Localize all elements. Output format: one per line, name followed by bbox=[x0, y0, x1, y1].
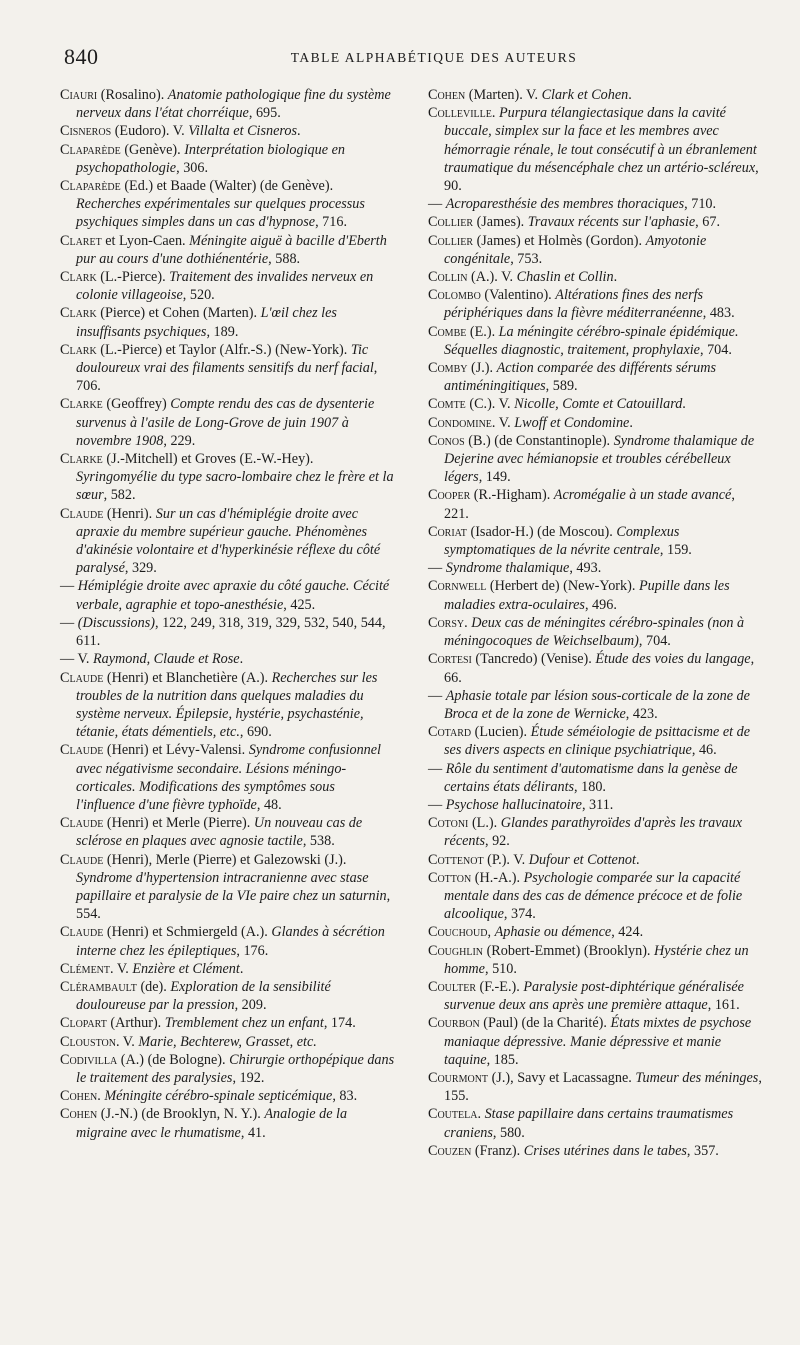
index-entry bbox=[428, 796, 763, 814]
index-entry bbox=[428, 760, 763, 796]
entry-author: Clément bbox=[60, 960, 111, 977]
entry-pages: , 329. bbox=[124, 560, 157, 577]
entry-details: (Rosalino). bbox=[97, 87, 168, 103]
entry-author: Cornwell bbox=[428, 578, 487, 595]
entry-title: Chirurgie orthopépique dans le traitement des paralysies bbox=[76, 1051, 395, 1086]
index-entry bbox=[428, 414, 763, 432]
entry-details: (Henri) et Lévy-Valensi. bbox=[103, 742, 249, 759]
entry-pages: , 716. bbox=[315, 214, 347, 231]
entry-title: Deux cas de méningites cérébro-spinales (non à méningocoques de Weichselbaum) bbox=[444, 614, 745, 650]
index-entry bbox=[60, 141, 395, 177]
running-title: TABLE ALPHABÉTIQUE DES AUTEURS bbox=[290, 50, 578, 65]
entry-title: Syndrome thalamique de Dejerine avec hémianopsie et troubles cérébelleux légers bbox=[444, 432, 755, 486]
entry-title: Analogie de la migraine avec le rhumatisme bbox=[76, 1106, 348, 1141]
entry-pages: , 192. bbox=[232, 1069, 265, 1086]
entry-title: Syndrome thalamique bbox=[445, 560, 570, 577]
entry-details: (J.), Savy et Lacassagne. bbox=[488, 1069, 636, 1086]
index-entry bbox=[428, 1014, 763, 1069]
entry-pages: , 48. bbox=[256, 796, 282, 813]
entry-details: — bbox=[428, 796, 446, 813]
entry-title: Tumeur des méninges bbox=[635, 1069, 759, 1086]
entry-title: Syringomyélie du type sacro-lombaire chez le frère et la sœur bbox=[76, 469, 394, 504]
entry-details: (Franz). bbox=[471, 1142, 524, 1159]
entry-title: Altérations fines des nerfs périphériques dans la fièvre méditerranéenne bbox=[444, 287, 704, 322]
index-entry bbox=[428, 432, 763, 487]
entry-details: (R.-Higham). bbox=[470, 487, 554, 504]
entry-author: Clopart bbox=[60, 1015, 107, 1032]
index-entry bbox=[60, 122, 395, 140]
index-entry bbox=[60, 814, 395, 850]
entry-details: (Valentino). bbox=[480, 287, 556, 304]
entry-details: (Henri). bbox=[103, 505, 156, 522]
entry-author: Claude bbox=[60, 815, 104, 832]
entry-author: Collin bbox=[428, 269, 468, 286]
entry-pages: , 580. bbox=[492, 1124, 525, 1141]
index-entry bbox=[428, 559, 763, 577]
entry-details: (Robert-Emmet) (Brooklyn). bbox=[483, 942, 655, 959]
entry-details: . V. bbox=[115, 1033, 139, 1050]
entry-title: Hystérie chez un homme bbox=[444, 942, 749, 977]
entry-pages: , 149. bbox=[478, 469, 511, 486]
entry-pages: , 159. bbox=[659, 542, 692, 559]
index-entry bbox=[428, 395, 763, 413]
entry-pages: , 695. bbox=[248, 105, 281, 122]
entry-details: (Paul) (de la Charité). bbox=[479, 1015, 611, 1032]
index-entry bbox=[60, 505, 395, 578]
entry-pages: , 176. bbox=[236, 942, 269, 959]
index-entry bbox=[428, 486, 763, 522]
entry-details: (Isador-H.) (de Moscou). bbox=[466, 523, 617, 540]
index-columns bbox=[60, 86, 782, 1331]
entry-details: (E.). bbox=[466, 323, 499, 340]
entry-pages: , 374. bbox=[503, 906, 536, 923]
entry-details: (Marten). V. bbox=[465, 87, 542, 103]
entry-pages: , 554. bbox=[76, 887, 391, 923]
entry-title: Enzière et Clément bbox=[132, 960, 240, 977]
entry-details: (L.). bbox=[468, 815, 501, 832]
entry-pages: , 311. bbox=[581, 796, 614, 813]
index-entry bbox=[60, 650, 395, 668]
index-entry bbox=[60, 1051, 395, 1087]
entry-details: — bbox=[428, 687, 446, 704]
entry-author: Clérambault bbox=[60, 978, 137, 995]
index-entry bbox=[60, 341, 395, 396]
index-entry bbox=[60, 741, 395, 814]
entry-author: Cohen bbox=[428, 87, 466, 103]
entry-title: Interprétation biologique en psychopathologie bbox=[76, 141, 345, 176]
index-entry bbox=[428, 978, 763, 1014]
page-number: 840 bbox=[64, 44, 99, 69]
entry-title: Chaslin et Collin bbox=[516, 269, 614, 286]
entry-author: Combe bbox=[428, 323, 467, 340]
index-entry bbox=[60, 86, 395, 122]
entry-author: Claude bbox=[60, 742, 104, 759]
index-entry bbox=[428, 1105, 763, 1141]
entry-author: Claret bbox=[60, 232, 102, 249]
entry-title: Syndrome confusionnel avec négativisme secondaire. Lésions méningo-corticales. Modifications des symptômes sous l'influence d'une fièvre typhoïde bbox=[76, 742, 381, 813]
entry-author: Claude bbox=[60, 669, 104, 686]
index-entry bbox=[60, 923, 395, 959]
left-column bbox=[60, 86, 395, 1142]
entry-pages: , 493. bbox=[569, 560, 602, 577]
entry-details: (Ed.) et Baade (Walter) (de Genève). bbox=[120, 178, 334, 195]
entry-author: Claparède bbox=[60, 178, 121, 195]
index-entry bbox=[428, 851, 763, 869]
entry-pages: . bbox=[613, 269, 618, 286]
entry-title: Travaux récents sur l'aphasie bbox=[527, 214, 696, 231]
entry-details: et Lyon-Caen. bbox=[101, 232, 190, 249]
entry-pages: , 221. bbox=[444, 487, 735, 522]
entry-details: (H.-A.). bbox=[471, 869, 524, 886]
entry-title: Lwoff et Condomine bbox=[514, 414, 630, 431]
entry-details: (Henri) et Blanchetière (A.). bbox=[103, 669, 272, 686]
index-entry bbox=[60, 304, 395, 340]
entry-title: Acroparesthésie des membres thoraciques bbox=[445, 196, 685, 213]
entry-pages: , 155. bbox=[444, 1069, 762, 1105]
entry-details: (L.-Pierce) et Taylor (Alfr.-S.) (New-York). bbox=[96, 341, 351, 358]
entry-title: Action comparée des différents sérums antiméningitiques bbox=[444, 360, 716, 395]
entry-author: Clark bbox=[60, 305, 97, 322]
entry-pages: , 209. bbox=[234, 997, 267, 1014]
entry-details: (J.-Mitchell) et Groves (E.-W.-Hey). bbox=[102, 451, 314, 468]
entry-title: (Discussions) bbox=[77, 614, 155, 631]
entry-pages: , 83. bbox=[332, 1088, 358, 1105]
entry-author: Claude bbox=[60, 924, 104, 941]
index-entry bbox=[60, 395, 395, 450]
entry-title: Exploration de la sensibilité douloureuse par la pression bbox=[76, 978, 331, 1014]
entry-pages: , 185. bbox=[486, 1051, 519, 1068]
entry-details: . bbox=[477, 1106, 485, 1123]
entry-title: Nicolle, Comte et Catouillard bbox=[514, 396, 683, 413]
entry-author: Codivilla bbox=[60, 1051, 118, 1068]
entry-author: Cottenot bbox=[428, 851, 484, 868]
entry-pages: , 706. bbox=[76, 360, 378, 395]
index-entry bbox=[428, 723, 763, 759]
entry-pages: , 90. bbox=[444, 159, 759, 195]
index-entry bbox=[60, 577, 395, 613]
entry-author: Colombo bbox=[428, 287, 481, 304]
index-entry bbox=[428, 232, 763, 268]
index-entry bbox=[428, 1142, 763, 1160]
entry-pages: . bbox=[297, 123, 301, 140]
entry-pages: , 425. bbox=[283, 596, 316, 613]
entry-author: Collier bbox=[428, 214, 474, 231]
index-entry bbox=[60, 669, 395, 742]
entry-title: Psychose hallucinatoire bbox=[445, 796, 582, 813]
index-entry bbox=[60, 1087, 395, 1105]
entry-title: Glandes parathyroïdes d'après les travaux récents bbox=[444, 815, 743, 850]
entry-details: — bbox=[428, 560, 446, 577]
entry-pages: , 538. bbox=[302, 833, 335, 850]
entry-author: Conos bbox=[428, 432, 465, 449]
entry-author: Clark bbox=[60, 341, 97, 358]
index-entry bbox=[428, 195, 763, 213]
entry-details: (J.). bbox=[467, 360, 497, 377]
index-entry bbox=[428, 923, 763, 941]
entry-title: Recherches sur les troubles de la nutrition dans quelques maladies du système nerveux. Épilepsie, hystérie, psychasténie, tétanie, états démentiels, etc. bbox=[76, 669, 378, 741]
entry-pages: , 589. bbox=[545, 378, 578, 395]
index-entry bbox=[428, 942, 763, 978]
entry-details: (Genève). bbox=[120, 141, 185, 158]
entry-details: — bbox=[428, 196, 446, 213]
entry-author: Clarke bbox=[60, 451, 103, 468]
entry-details: — bbox=[428, 760, 446, 777]
entry-title: États mixtes de psychose maniaque dépressive. Manie dépressive et manie taquine bbox=[444, 1015, 752, 1068]
entry-details: . V. bbox=[491, 414, 515, 431]
entry-pages: , 41. bbox=[240, 1124, 266, 1141]
entry-details: (C.). V. bbox=[465, 396, 515, 413]
entry-author: Condomine bbox=[428, 414, 492, 431]
entry-details: (Herbert de) (New-York). bbox=[486, 578, 639, 595]
entry-title: Crises utérines dans le tabes bbox=[523, 1142, 687, 1159]
entry-pages: , 424. bbox=[611, 924, 644, 941]
entry-details: (A.) (de Bologne). bbox=[117, 1051, 230, 1068]
entry-author: Colleville bbox=[428, 105, 492, 122]
index-entry bbox=[60, 232, 395, 268]
entry-details: (Arthur). bbox=[106, 1015, 165, 1032]
entry-author: Clark bbox=[60, 269, 97, 286]
entry-details: (de). bbox=[136, 978, 171, 995]
entry-author: Cotoni bbox=[428, 815, 469, 832]
entry-pages: , 357. bbox=[686, 1142, 719, 1159]
entry-author: Corsy bbox=[428, 614, 465, 631]
entry-title: Aphasie ou démence bbox=[494, 924, 612, 941]
index-entry bbox=[428, 323, 763, 359]
entry-author: Comby bbox=[428, 360, 468, 377]
entry-author: Clarke bbox=[60, 396, 103, 413]
page-header bbox=[64, 44, 774, 76]
entry-pages: . bbox=[239, 651, 244, 668]
index-entry bbox=[60, 851, 395, 924]
entry-title: Purpura télangiectasique dans la cavité buccale, simplex sur la face et les membres avec hémorragie rénale, le tout consécutif à un ébranlement traumatique du mésencéphale chez un artério-scléreux bbox=[444, 105, 757, 176]
entry-details: (P.). V. bbox=[483, 851, 529, 868]
index-entry bbox=[428, 268, 763, 286]
entry-details: — bbox=[60, 578, 78, 595]
index-entry bbox=[428, 213, 763, 231]
entry-pages: , 510. bbox=[484, 960, 517, 977]
entry-pages: . bbox=[635, 851, 640, 868]
index-entry bbox=[428, 286, 763, 322]
entry-title: Compte rendu des cas de dysenterie survenus à l'asile de Long-Grove de juin 1907 à novembre 1908 bbox=[76, 396, 375, 449]
entry-details: (A.). V. bbox=[467, 269, 517, 286]
index-entry bbox=[428, 650, 763, 686]
entry-author: Collier bbox=[428, 232, 474, 249]
entry-details: — V. bbox=[60, 651, 93, 668]
entry-author: Cortesi bbox=[428, 651, 472, 668]
entry-title: Tremblement chez un enfant bbox=[164, 1015, 324, 1032]
entry-pages: . bbox=[239, 960, 244, 977]
index-entry bbox=[428, 86, 763, 104]
entry-details: , bbox=[487, 924, 495, 941]
entry-pages: , 229. bbox=[163, 432, 196, 449]
entry-details: . bbox=[97, 1088, 105, 1105]
right-column bbox=[428, 86, 763, 1160]
entry-details: (James). bbox=[473, 214, 528, 231]
index-entry bbox=[60, 268, 395, 304]
entry-title: La méningite cérébro-spinale épidémique. Séquelles diagnostic, traitement, prophylaxie bbox=[444, 323, 739, 358]
entry-title: Étude séméiologie de psittacisme et de ses divers aspects en clinique psychiatrique bbox=[444, 724, 751, 759]
entry-pages: , 753. bbox=[510, 250, 543, 267]
entry-details: (Pierce) et Cohen (Marten). bbox=[96, 305, 261, 322]
entry-details: (Tancredo) (Venise). bbox=[471, 651, 596, 668]
entry-pages: . bbox=[682, 396, 686, 413]
index-entry bbox=[428, 577, 763, 613]
entry-pages: , 690. bbox=[239, 724, 272, 741]
entry-author: Couzen bbox=[428, 1142, 472, 1159]
entry-author: Claude bbox=[60, 505, 104, 522]
entry-details: . bbox=[491, 105, 499, 122]
entry-pages: , 710. bbox=[684, 196, 717, 213]
entry-pages: , 122, 249, 318, 319, 329, 532, 540, 544, 611. bbox=[76, 614, 386, 650]
entry-title: Traitement des invalides nerveux en colonie villageoise bbox=[76, 269, 374, 304]
entry-pages: . bbox=[629, 414, 633, 431]
entry-author: Cisneros bbox=[60, 123, 112, 140]
entry-author: Cohen bbox=[60, 1088, 98, 1105]
entry-pages: , 161. bbox=[707, 997, 740, 1014]
entry-pages: , 588. bbox=[268, 250, 301, 267]
index-entry bbox=[60, 177, 395, 232]
entry-author: Comte bbox=[428, 396, 466, 413]
entry-title: Acromégalie à un stade avancé bbox=[553, 487, 732, 504]
entry-title: Recherches expérimentales sur quelques processus psychiques simples dans un cas d'hypnose bbox=[76, 196, 365, 231]
entry-author: Cohen bbox=[60, 1106, 98, 1123]
entry-details: (Geoffrey) bbox=[102, 396, 171, 413]
entry-author: Coriat bbox=[428, 523, 467, 540]
entry-pages: . bbox=[628, 87, 632, 103]
entry-details: (Henri) et Merle (Pierre). bbox=[103, 815, 254, 832]
index-entry bbox=[60, 450, 395, 505]
entry-pages: , 496. bbox=[584, 596, 617, 613]
entry-title: Raymond, Claude et Rose bbox=[93, 651, 240, 668]
entry-details: (Lucien). bbox=[471, 724, 531, 741]
index-entry bbox=[428, 687, 763, 723]
entry-author: Coulter bbox=[428, 978, 476, 995]
entry-pages: , 704. bbox=[638, 633, 671, 650]
entry-details: (Eudoro). V. bbox=[111, 123, 189, 140]
index-entry bbox=[428, 814, 763, 850]
entry-pages: , 306. bbox=[176, 159, 209, 176]
index-entry bbox=[60, 1033, 395, 1051]
entry-details: . bbox=[464, 614, 472, 631]
entry-title: Aphasie totale par lésion sous-corticale de la zone de Broca et de la zone de Wernicke bbox=[444, 687, 750, 722]
index-entry bbox=[428, 523, 763, 559]
entry-pages: , 46. bbox=[691, 742, 717, 759]
entry-title: Anatomie pathologique fine du système nerveux dans l'état chorréique bbox=[76, 87, 391, 122]
index-entry bbox=[428, 869, 763, 924]
entry-title: Méningite cérébro-spinale septicémique bbox=[104, 1088, 333, 1105]
entry-details: (James) et Holmès (Gordon). bbox=[473, 232, 646, 249]
entry-author: Couchoud bbox=[428, 924, 488, 941]
entry-details: — bbox=[60, 614, 78, 631]
entry-pages: , 582. bbox=[103, 487, 136, 504]
entry-author: Ciauri bbox=[60, 87, 98, 103]
entry-author: Claude bbox=[60, 851, 104, 868]
entry-author: Coutela bbox=[428, 1106, 478, 1123]
index-entry bbox=[428, 614, 763, 650]
entry-title: L'œil chez les insuffisants psychiques bbox=[76, 305, 337, 340]
entry-details: . V. bbox=[110, 960, 133, 977]
entry-author: Claparède bbox=[60, 141, 121, 158]
entry-title: Syndrome d'hypertension intracranienne avec stase papillaire et paralysie de la VIe paire chez un saturnin bbox=[76, 869, 387, 904]
entry-title: Hémiplégie droite avec apraxie du côté gauche. Cécité verbale, agraphie et topo-anesthésie bbox=[76, 578, 390, 613]
entry-author: Clouston bbox=[60, 1033, 116, 1050]
entry-details: (Henri), Merle (Pierre) et Galezowski (J.). bbox=[103, 851, 347, 868]
entry-title: Glandes à sécrétion interne chez les épileptiques bbox=[76, 924, 385, 959]
index-entry bbox=[60, 960, 395, 978]
index-entry bbox=[428, 104, 763, 195]
entry-title: Méningite aiguë à bacille d'Eberth pur au cours d'une dothiénentérie bbox=[76, 232, 387, 267]
entry-title: Complexus symptomatiques de la névrite centrale bbox=[444, 523, 680, 559]
entry-author: Cotton bbox=[428, 869, 472, 886]
entry-pages: , 174. bbox=[323, 1015, 356, 1032]
entry-title: Stase papillaire dans certains traumatismes craniens bbox=[444, 1106, 734, 1141]
entry-title: Sur un cas d'hémiplégie droite avec apraxie du membre supérieur gauche. Phénomènes d'akinésie volontaire et d'hyperkinésie réflexe du côté paralysé bbox=[76, 505, 381, 577]
index-entry bbox=[60, 978, 395, 1014]
entry-details: (J.-N.) (de Brooklyn, N. Y.). bbox=[97, 1106, 265, 1123]
entry-details: (Henri) et Schmiergeld (A.). bbox=[103, 924, 272, 941]
entry-pages: , 704. bbox=[699, 341, 732, 358]
entry-pages: , 66. bbox=[444, 651, 755, 686]
entry-author: Cooper bbox=[428, 487, 471, 504]
entry-title: Villalta et Cisneros bbox=[188, 123, 298, 140]
entry-pages: , 423. bbox=[625, 705, 658, 722]
entry-title: Dufour et Cottenot bbox=[528, 851, 636, 868]
index-entry bbox=[60, 1105, 395, 1141]
entry-title: Étude des voies du langage bbox=[595, 651, 751, 668]
entry-pages: , 92. bbox=[484, 833, 510, 850]
entry-pages: , 483. bbox=[702, 305, 735, 322]
entry-details: (B.) (de Constantinople). bbox=[464, 432, 614, 449]
index-entry bbox=[60, 614, 395, 650]
entry-title: Pupille dans les maladies extra-oculaires bbox=[444, 578, 730, 613]
entry-title: Paralysie post-diphtérique généralisée survenue deux ans après une première attaque bbox=[444, 978, 744, 1014]
entry-title: Clark et Cohen bbox=[541, 87, 629, 103]
entry-author: Courbon bbox=[428, 1015, 480, 1032]
index-entry bbox=[428, 1069, 763, 1105]
entry-author: Courmont bbox=[428, 1069, 489, 1086]
entry-pages: , 520. bbox=[182, 287, 215, 304]
entry-author: Cotard bbox=[428, 724, 472, 741]
index-entry bbox=[428, 359, 763, 395]
entry-title: Marie, Bechterew, Grasset, etc. bbox=[138, 1033, 317, 1050]
entry-pages: , 189. bbox=[206, 323, 239, 340]
entry-pages: , 67. bbox=[695, 214, 720, 231]
entry-details: (F.-E.). bbox=[475, 978, 524, 995]
index-entry bbox=[60, 1014, 395, 1032]
entry-title: Psychologie comparée sur la capacité mentale dans des cas de démence précoce et de folie alcoolique bbox=[444, 869, 743, 923]
entry-title: Rôle du sentiment d'automatisme dans la genèse de certains états délirants bbox=[444, 760, 738, 795]
entry-author: Coughlin bbox=[428, 942, 484, 959]
entry-details: (L.-Pierce). bbox=[96, 269, 170, 286]
entry-title: Amyotonie congénitale bbox=[444, 232, 707, 267]
entry-title: Un nouveau cas de sclérose en plaques avec agnosie tactile bbox=[76, 815, 363, 850]
entry-title: Tic douloureux vrai des filaments sensitifs du nerf facial bbox=[76, 341, 374, 377]
entry-pages: , 180. bbox=[574, 778, 606, 795]
